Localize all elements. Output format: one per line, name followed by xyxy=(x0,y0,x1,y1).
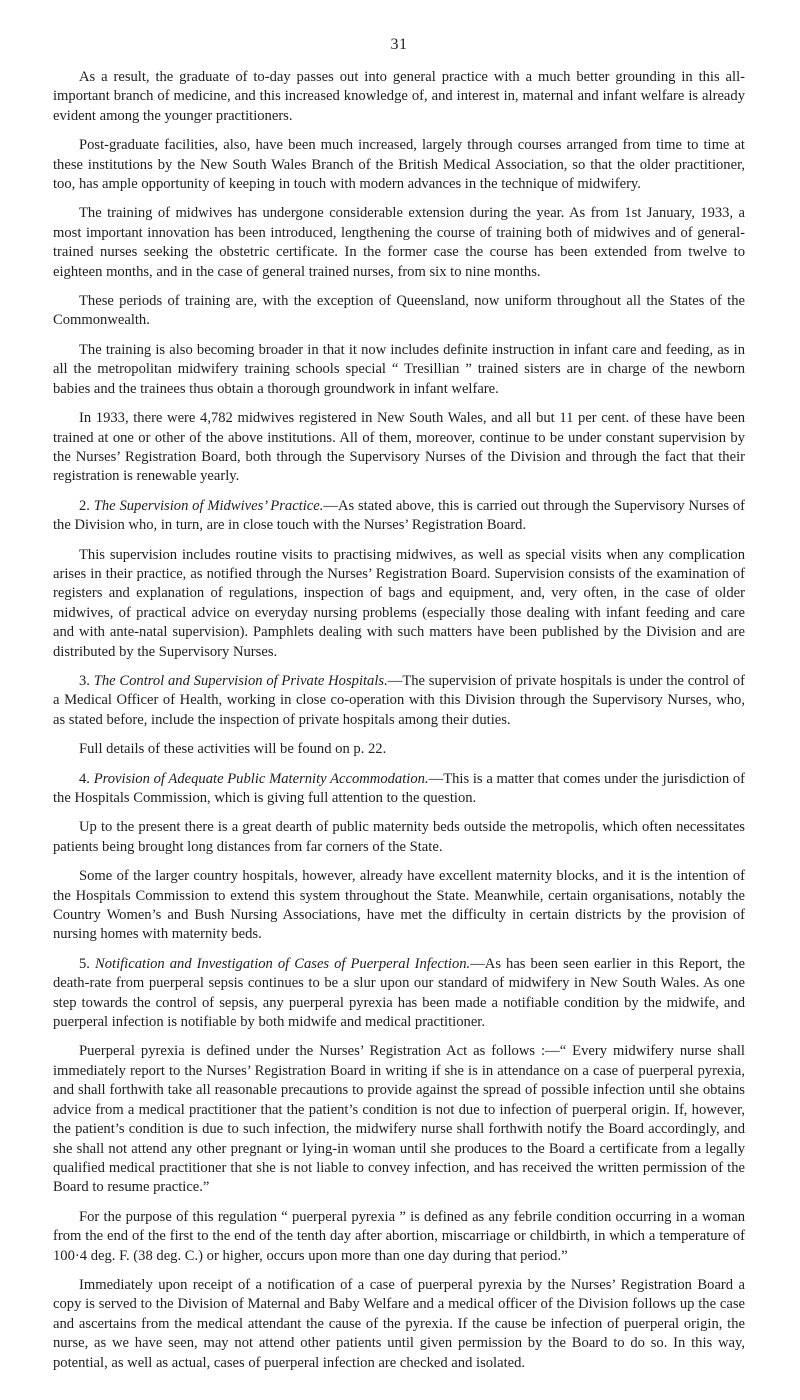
paragraph: Immediately upon receipt of a notification of a case of puerperal pyrexia by the Nurses’ Registration Board a copy is served to the Division of Maternal and Baby Welfare and a medical officer of the Division follows up the case and ascertains from the medical attendant the cause of the pyrexia. If the cause be infection of puerperal origin, the nurse, as we have seen, may not attend other patients until given permission by the Board to do so. In this way, potential, as well as actual, cases of puerperal infection are checked and isolated. xyxy=(53,1276,745,1371)
paragraph: Up to the present there is a great dearth of public maternity beds outside the metropolis, which often necessitates patients being brought long distances from far corners of the State. xyxy=(53,819,745,855)
section-heading: Provision of Adequate Public Maternity Accommodation. xyxy=(93,770,429,787)
section-2-lead xyxy=(53,497,745,536)
section-lead-text: —The supervision of private hospitals is under the control of a Medical Officer of Health, working in close co-operation with this Division through the Supervisory Nurses, who, as stated before, include the inspection of private hospitals among their duties. xyxy=(53,672,746,728)
paragraph: These periods of training are, with the exception of Queensland, now uniform throughout all the States of the Commonwealth. xyxy=(53,293,745,329)
section-lead-text: —As has been seen earlier in this Report, the death-rate from puerperal sepsis continues to be a slur upon our standard of midwifery in New South Wales. As one step towards the control of sepsis, any puerperal pyrexia has been made a notifiable condition by the midwife, and puerperal infection is notifiable by both midwife and medical practitioner. xyxy=(53,955,745,1031)
section-number: 3. xyxy=(79,672,90,689)
paragraph: As a result, the graduate of to-day passes out into general practice with a much better grounding in this all-important branch of medicine, and this increased knowledge of, and interest in, maternal and infant welfare is already evident among the younger practitioners. xyxy=(53,69,745,124)
section-lead-text: —This is a matter that comes under the jurisdiction of the Hospitals Commission, which is giving full attention to the question. xyxy=(53,770,745,806)
section-heading: The Control and Supervision of Private Hospitals. xyxy=(93,672,388,689)
section-heading: Notification and Investigation of Cases of Puerperal Infection. xyxy=(94,955,471,972)
paragraph: Post-graduate facilities, also, have been much increased, largely through courses arranged from time to time at these institutions by the New South Wales Branch of the British Medical Association, so that the older practitioner, too, has ample opportunity of keeping in touch with modern advances in the technique of midwifery. xyxy=(53,137,745,193)
paragraph: The training is also becoming broader in that it now includes definite instruction in infant care and feeding, as in all the metropolitan midwifery training schools special “ Tresillian ” trained sisters are in charge of the newborn babies and the trainees thus obtain a thorough groundwork in infant welfare. xyxy=(53,341,745,397)
section-heading: The Supervision of Midwives’ Practice. xyxy=(93,497,324,514)
page-number: 31 xyxy=(390,36,408,53)
section-5-lead xyxy=(53,955,745,1033)
section-4-lead xyxy=(53,770,745,809)
section-number: 5. xyxy=(79,955,90,972)
paragraph: Puerperal pyrexia is defined under the Nurses’ Registration Act as follows :—“ Every midwifery nurse shall immediately report to the Nurses’ Registration Board in writing if she is in attendance on a case of puerperal pyrexia, and shall forthwith take all reasonable precautions to provide against the spread of possible infection until she obtains advice from a medical practitioner that the patient’s condition is not due to infection of puerperal origin. If, however, the patient’s condition is due to such infection, the midwifery nurse shall forthwith notify the Board accordingly, and she shall not attend any other pregnant or lying-in woman until she produces to the Board a certificate from a legally qualified medical practitioner that she is not liable to convey infection, and has received the written permission of the Board to resume practice.” xyxy=(53,1043,745,1196)
section-number: 2. xyxy=(79,497,90,514)
section-3-lead xyxy=(53,672,745,730)
paragraph: This supervision includes routine visits to practising midwives, as well as special visits when any complication arises in their practice, as notified through the Nurses’ Registration Board. Supervision consists of the examination of registers and explanation of regulations, inspection of bags and equipment, and, very often, in the case of older midwives, of practical advice on everyday nursing problems (especially those dealing with infant feeding and care and with ante-natal supervision). Pamphlets dealing with such matters have been published by the Division and are distributed by the Supervisory Nurses. xyxy=(53,546,745,660)
section-number: 4. xyxy=(79,770,90,787)
section-lead-text: —As stated above, this is carried out through the Supervisory Nurses of the Division who, in turn, are in close touch with the Nurses’ Registration Board. xyxy=(53,497,745,534)
paragraph: Full details of these activities will be found on p. 22. xyxy=(79,741,387,758)
paragraph: For the purpose of this regulation “ puerperal pyrexia ” is defined as any febrile condition occurring in a woman from the end of the first to the end of the tenth day after abortion, miscarriage or childbirth, in which a temperature of 100·4 deg. F. (38 deg. C.) or higher, occurs upon more than one day during that period.” xyxy=(53,1208,745,1264)
paragraph: Some of the larger country hospitals, however, already have excellent maternity blocks, and it is the intention of the Hospitals Commission to extend this system throughout the State. Meanwhile, certain organisations, notably the Country Women’s and Bush Nursing Associations, have met the difficulty in certain districts by the provision of nursing homes with maternity beds. xyxy=(53,868,745,943)
paragraph: The training of midwives has undergone considerable extension during the year. As from 1st January, 1933, a most important innovation has been introduced, lengthening the course of training both of midwives and of general-trained nurses seeking the obstetric certificate. In the former case the course has been extended from twelve to eighteen months, and in the case of general trained nurses, from six to nine months. xyxy=(53,205,745,280)
paragraph: In 1933, there were 4,782 midwives registered in New South Wales, and all but 11 per cent. of these have been trained at one or other of the above institutions. All of them, moreover, continue to be under constant supervision by the Nurses’ Registration Board, both through the Supervisory Nurses of the Division and through the fact that their registration is renewable yearly. xyxy=(53,410,745,485)
